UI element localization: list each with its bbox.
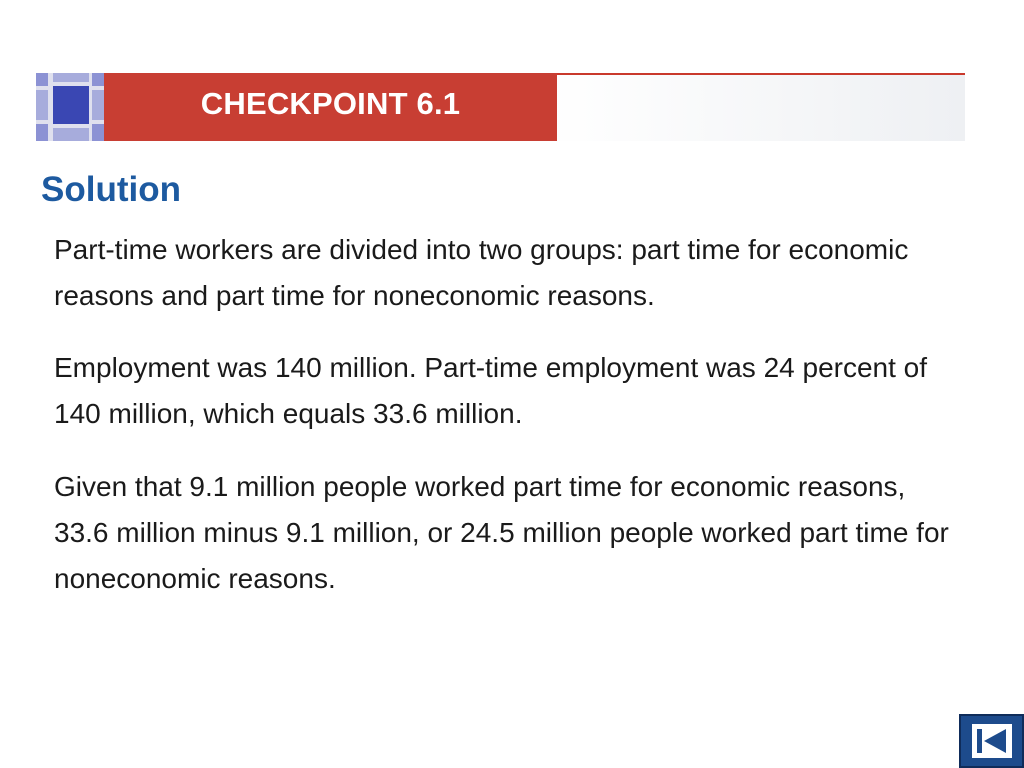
paragraph-employment: Employment was 140 million. Part-time employment was 24 percent of 140 million, which equals 33.6 million. [54,352,928,429]
skip-back-icon [970,721,1014,761]
solution-heading: Solution [41,170,181,209]
checkpoint-logo-icon [36,73,104,141]
checkpoint-title: CHECKPOINT 6.1 [200,86,461,121]
back-to-start-button[interactable] [959,714,1024,768]
checkpoint-banner [104,73,557,141]
paragraph-part-time-groups: Part-time workers are divided into two groups: part time for economic reasons and part time for noneconomic reasons. [54,234,909,311]
paragraph-noneconomic: Given that 9.1 million people worked part time for economic reasons, 33.6 million minus 9.1 million, or 24.5 million people worked part time for noneconomic reasons. [54,471,949,594]
